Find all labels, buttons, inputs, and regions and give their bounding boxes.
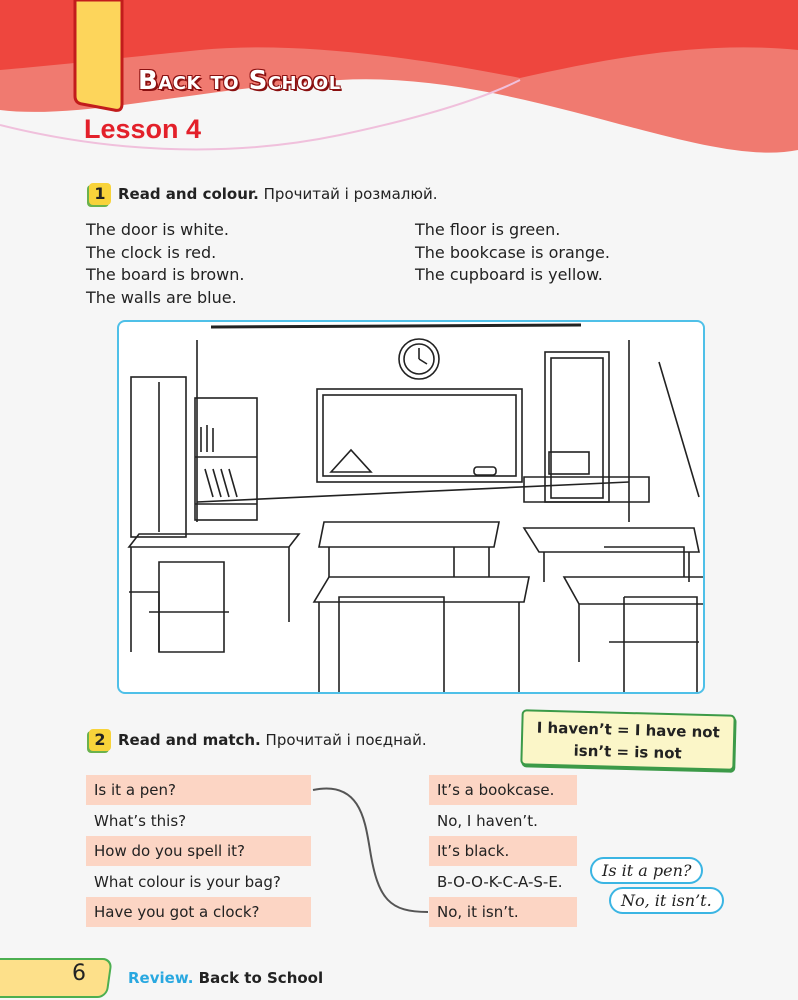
page-number: 6 <box>72 961 86 986</box>
question-item[interactable]: What colour is your bag? <box>94 873 281 891</box>
sentence: The cupboard is yellow. <box>415 265 603 284</box>
classroom-illustration <box>117 320 705 694</box>
answer-item[interactable]: It’s a bookcase. <box>429 775 577 805</box>
grammar-rule: isn’t = is not <box>573 741 682 763</box>
answer-item[interactable]: No, I haven’t. <box>437 812 538 830</box>
colour-sentences-left <box>86 219 244 309</box>
sentence: The floor is green. <box>415 220 561 239</box>
exercise1-instruction: Read and colour. Прочитай і розмалюй. <box>118 185 438 203</box>
exercise2-instruction: Read and match. Прочитай і поєднай. <box>118 731 427 749</box>
question-item[interactable]: How do you spell it? <box>86 836 311 866</box>
unit-title: Back to School <box>138 66 341 96</box>
exercise-number-badge: 2 <box>89 729 111 751</box>
sentence: The bookcase is orange. <box>415 242 610 262</box>
answer-item[interactable]: It’s black. <box>429 836 577 866</box>
page-number-tab <box>0 958 113 998</box>
footer-section: Review. Back to School <box>128 969 324 987</box>
speech-bubble: Is it a pen? <box>590 857 703 884</box>
door <box>545 352 609 502</box>
question-item[interactable]: Is it a pen? <box>86 775 311 805</box>
sentence: The door is white. <box>86 220 229 239</box>
grammar-note-box <box>520 709 735 771</box>
answer-item[interactable]: No, it isn’t. <box>429 897 577 927</box>
lesson-title: Lesson 4 <box>84 114 202 144</box>
question-item[interactable]: What’s this? <box>94 812 187 830</box>
answer-item[interactable]: B-O-O-K-C-A-S-E. <box>437 873 563 891</box>
speech-bubble: No, it isn’t. <box>609 887 724 914</box>
bookmark-tab <box>75 0 122 110</box>
sentence: The clock is red. <box>86 242 217 262</box>
sentence: The board is brown. <box>86 265 245 284</box>
grammar-rule: I haven’t = I have not <box>536 718 720 742</box>
sentence: The walls are blue. <box>86 287 237 307</box>
colour-sentences-right <box>415 219 610 287</box>
question-item[interactable]: Have you got a clock? <box>86 897 311 927</box>
exercise-number-badge: 1 <box>89 183 111 205</box>
board <box>317 389 522 482</box>
